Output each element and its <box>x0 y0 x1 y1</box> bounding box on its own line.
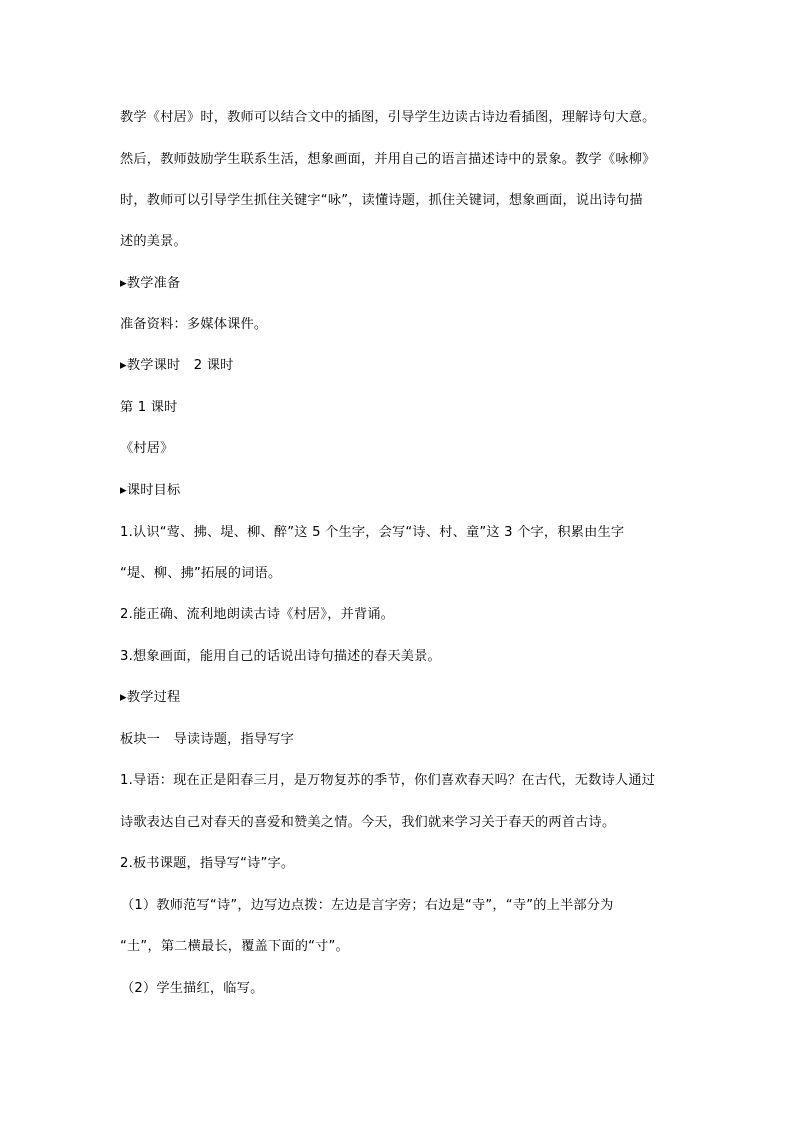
sub-step: （1）教师范写“诗”，边写边点拨：左边是言字旁；右边是“寺”，“寺”的上半部分为 <box>121 898 614 913</box>
objective-item: 1.认识“莺、拂、堤、柳、醉”这 5 个生字，会写“诗、村、童”这 3 个字，积累由生字 <box>120 525 625 540</box>
body-text-line: 准备资料：多媒体课件。 <box>120 317 268 332</box>
poem-title: 《村居》 <box>120 441 174 456</box>
section-heading-class-hours: ▸教学课时 2 课时 <box>120 358 234 373</box>
body-text-line: 时，教师可以引导学生抓住关键字“咏”，读懂诗题，抓住关键词，想象画面，说出诗句描 <box>120 193 643 208</box>
process-step: 1.导语：现在正是阳春三月，是万物复苏的季节，你们喜欢春天吗？在古代，无数诗人通过 <box>120 773 656 788</box>
objective-item-continued: “堤、柳、拂”拓展的词语。 <box>120 566 282 581</box>
body-text-line: 述的美景。 <box>120 234 187 249</box>
section-heading-process: ▸教学过程 <box>120 690 181 705</box>
objective-item: 3.想象画面，能用自己的话说出诗句描述的春天美景。 <box>120 649 441 664</box>
sub-step-continued: “土”，第二横最长，覆盖下面的“寸”。 <box>120 939 349 954</box>
block-heading: 板块一 导读诗题，指导写字 <box>120 732 295 747</box>
body-text-line: 教学《村居》时，教师可以结合文中的插图，引导学生边读古诗边看插图，理解诗句大意。 <box>120 110 656 125</box>
section-heading-preparation: ▸教学准备 <box>120 276 181 291</box>
sub-step: （2）学生描红，临写。 <box>121 981 264 996</box>
objective-item: 2.能正确、流利地朗读古诗《村居》，并背诵。 <box>120 607 395 622</box>
lesson-number: 第 1 课时 <box>120 400 178 415</box>
process-step: 2.板书课题，指导写“诗”字。 <box>120 856 295 871</box>
section-heading-objectives: ▸课时目标 <box>120 483 181 498</box>
process-step-continued: 诗歌表达自己对春天的喜爱和赞美之情。今天，我们就来学习关于春天的两首古诗。 <box>120 815 616 830</box>
body-text-line: 然后，教师鼓励学生联系生活，想象画面，并用自己的语言描述诗中的景象。教学《咏柳》 <box>120 152 656 167</box>
